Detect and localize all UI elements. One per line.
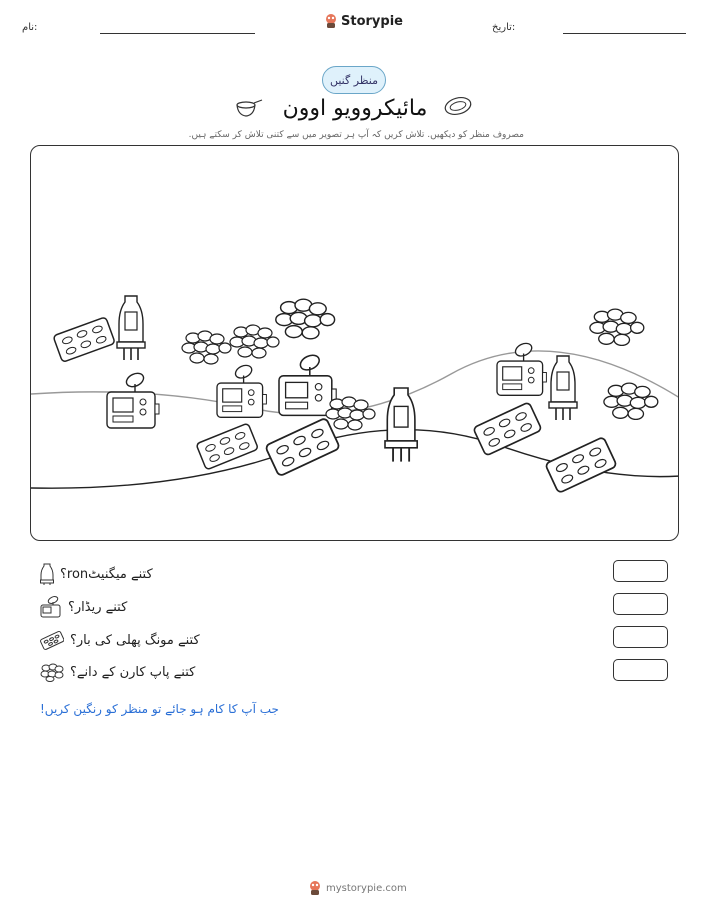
scene-illustration <box>31 146 679 541</box>
question-text: کتنے ریڈار؟ <box>68 599 128 615</box>
question-row <box>40 629 200 651</box>
popcorn-cluster[interactable] <box>230 325 279 358</box>
name-label: نام: <box>22 22 38 33</box>
page-title: مائیکروویو اوون <box>282 96 428 121</box>
question-row <box>40 596 127 618</box>
radar-icon <box>40 596 62 618</box>
question-row <box>40 662 195 682</box>
vacuum-tube[interactable] <box>117 296 145 360</box>
storypie-mascot-icon <box>308 880 322 896</box>
date-line[interactable] <box>563 33 686 34</box>
vacuum-tube[interactable] <box>385 388 417 462</box>
peanut-bar[interactable] <box>53 317 115 362</box>
popcorn-cluster[interactable] <box>590 309 644 345</box>
question-row <box>40 563 153 585</box>
answer-box[interactable] <box>613 560 668 582</box>
question-text: کتنے میگنیٹron؟ <box>60 566 153 582</box>
question-text: کتنے پاپ کارن کے دانے؟ <box>70 664 196 680</box>
popcorn-icon <box>40 662 64 682</box>
category-badge: منظر گنیں <box>322 66 386 94</box>
vacuum-tube-icon <box>40 563 54 585</box>
footer-url[interactable]: mystorypie.com <box>326 882 407 894</box>
radar[interactable] <box>497 341 546 395</box>
radar[interactable] <box>279 352 336 415</box>
coloring-instruction: جب آپ کا کام ہو جائے تو منظر کو رنگین کریں! <box>40 702 279 716</box>
vacuum-tube[interactable] <box>549 356 577 420</box>
storypie-mascot-icon <box>324 13 338 29</box>
popcorn-cluster[interactable] <box>182 331 231 364</box>
footer <box>308 880 407 896</box>
radar[interactable] <box>217 363 266 417</box>
popcorn-cluster[interactable] <box>276 299 335 339</box>
answer-box[interactable] <box>613 626 668 648</box>
popcorn-cluster[interactable] <box>604 383 658 419</box>
radar[interactable] <box>107 371 159 428</box>
instructions: مصروف منظر کو دیکھیں. تلاش کریں کہ آپ ہر تصویر میں سے کتنی تلاش کر سکتے ہیں. <box>188 130 524 140</box>
peanut-bar[interactable] <box>196 423 258 470</box>
bowl-icon <box>234 97 264 119</box>
plate-icon <box>443 95 473 117</box>
peanut-bar[interactable] <box>265 418 340 477</box>
peanut-bar[interactable] <box>545 437 617 493</box>
brand-logo <box>324 13 403 29</box>
search-scene <box>30 145 679 541</box>
answer-box[interactable] <box>613 659 668 681</box>
popcorn-cluster[interactable] <box>326 397 375 430</box>
answer-box[interactable] <box>613 593 668 615</box>
date-label: تاریخ: <box>492 22 516 33</box>
brand-name: Storypie <box>341 13 403 29</box>
question-text: کتنے مونگ پھلی کی بار؟ <box>70 632 200 648</box>
name-line[interactable] <box>100 33 255 34</box>
peanut-bar-icon <box>40 629 64 651</box>
